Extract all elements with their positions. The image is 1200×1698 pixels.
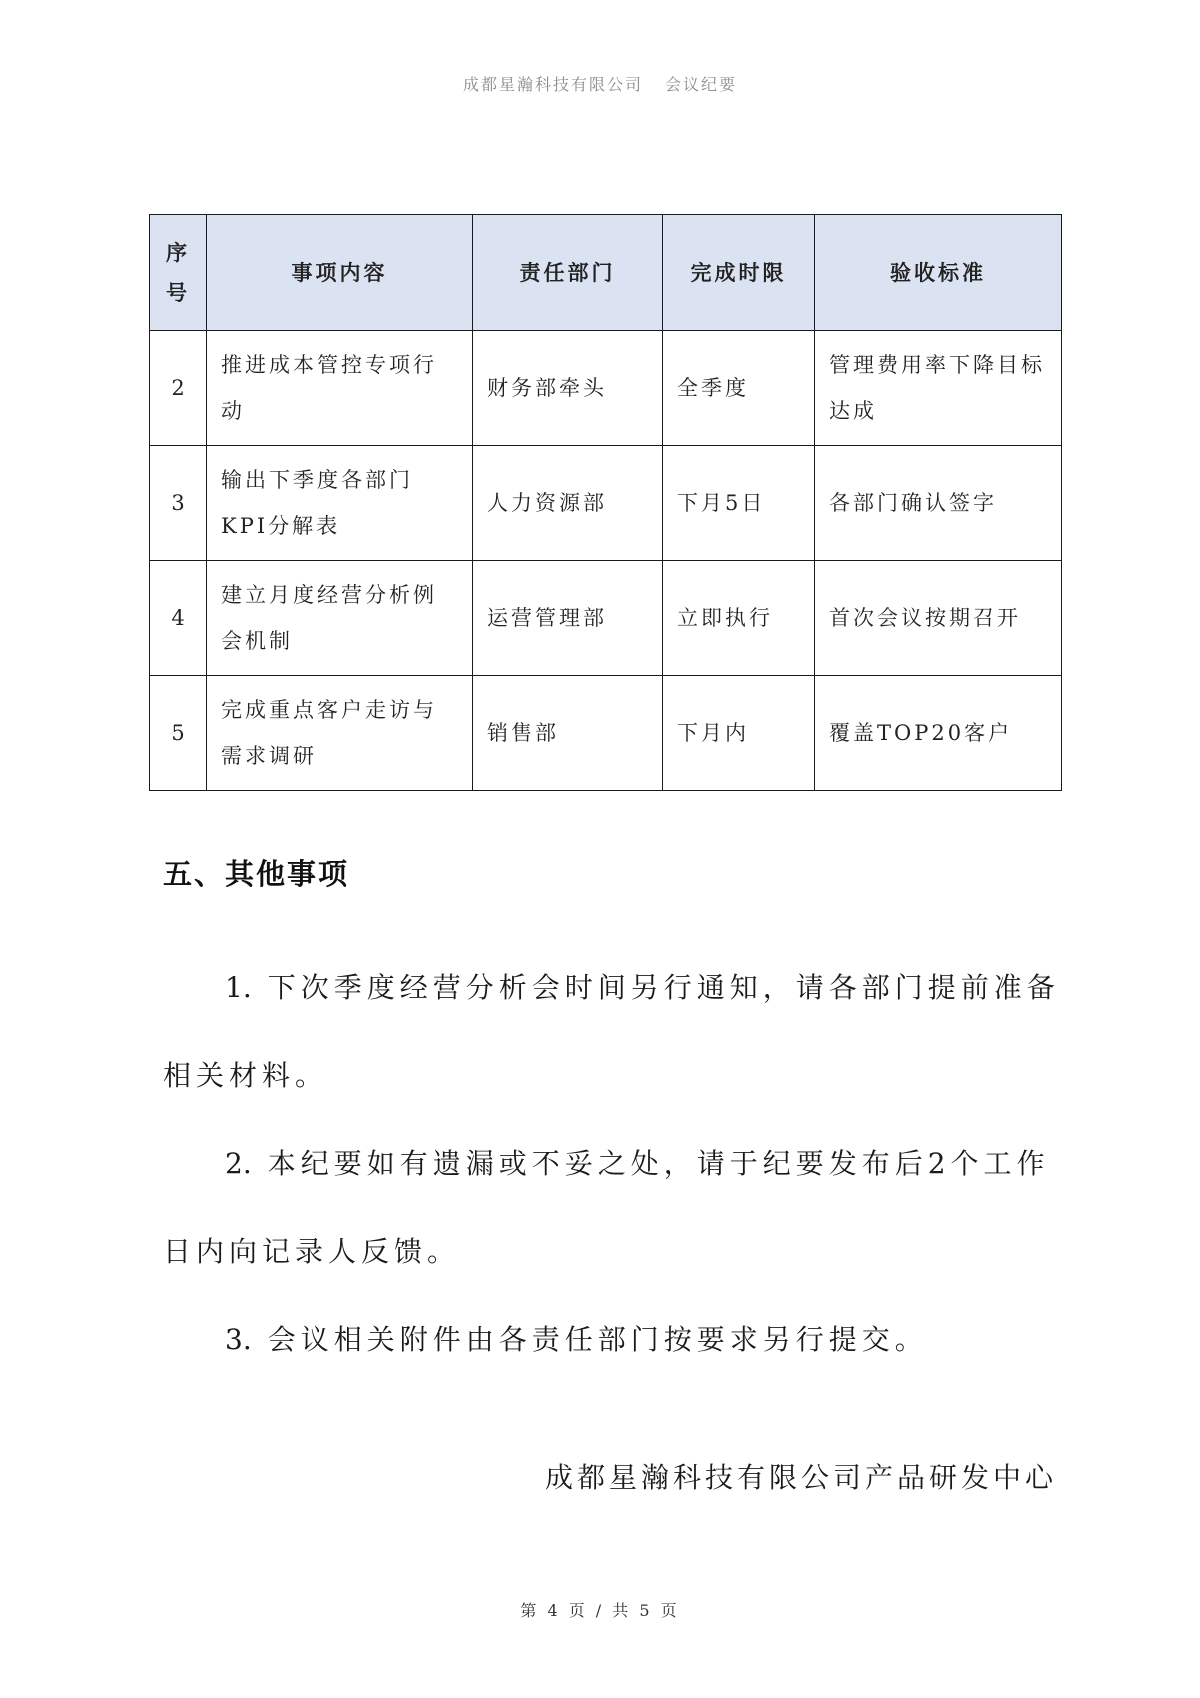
item-text: 下次季度经营分析会时间另行通知，请各部门提前准备相关材料。 bbox=[163, 971, 1060, 1092]
cell-deadline: 下月内 bbox=[663, 676, 815, 791]
signature: 成都星瀚科技有限公司产品研发中心 bbox=[544, 1461, 1057, 1494]
cell-no: 5 bbox=[150, 676, 207, 791]
cell-dept: 人力资源部 bbox=[473, 446, 663, 561]
cell-no: 3 bbox=[150, 446, 207, 561]
header-cell-no: 序号 bbox=[150, 215, 207, 331]
header-doc-type: 会议纪要 bbox=[665, 75, 738, 94]
cell-no: 4 bbox=[150, 561, 207, 676]
table-row bbox=[150, 446, 1062, 561]
cell-deadline: 下月5日 bbox=[663, 446, 815, 561]
cell-deadline: 立即执行 bbox=[663, 561, 815, 676]
page-number: 第 4 页 / 共 5 页 bbox=[520, 1601, 680, 1620]
item-number: 1. bbox=[225, 971, 252, 1004]
page-header bbox=[0, 72, 1200, 95]
cell-dept: 销售部 bbox=[473, 676, 663, 791]
cell-standard: 首次会议按期召开 bbox=[815, 561, 1062, 676]
cell-content: 输出下季度各部门KPI分解表 bbox=[207, 446, 473, 561]
list-item bbox=[163, 944, 1060, 1120]
cell-content: 完成重点客户走访与需求调研 bbox=[207, 676, 473, 791]
header-cell-content: 事项内容 bbox=[207, 215, 473, 331]
item-number: 3. bbox=[225, 1323, 252, 1356]
header-cell-standard: 验收标准 bbox=[815, 215, 1062, 331]
table-header-row bbox=[150, 215, 1062, 331]
cell-standard: 各部门确认签字 bbox=[815, 446, 1062, 561]
section-body bbox=[163, 944, 1060, 1384]
list-item bbox=[163, 1120, 1060, 1296]
item-number: 2. bbox=[225, 1147, 252, 1180]
cell-content: 建立月度经营分析例会机制 bbox=[207, 561, 473, 676]
cell-standard: 管理费用率下降目标达成 bbox=[815, 331, 1062, 446]
cell-standard: 覆盖TOP20客户 bbox=[815, 676, 1062, 791]
section-title: 五、其他事项 bbox=[163, 857, 350, 891]
table-row bbox=[150, 676, 1062, 791]
list-item bbox=[163, 1296, 1060, 1384]
cell-deadline: 全季度 bbox=[663, 331, 815, 446]
table-row bbox=[150, 331, 1062, 446]
item-text: 会议相关附件由各责任部门按要求另行提交。 bbox=[267, 1323, 928, 1356]
cell-content: 推进成本管控专项行动 bbox=[207, 331, 473, 446]
table-row bbox=[150, 561, 1062, 676]
header-cell-dept: 责任部门 bbox=[473, 215, 663, 331]
header-company: 成都星瀚科技有限公司 bbox=[462, 75, 643, 94]
task-table bbox=[149, 214, 1062, 791]
cell-dept: 财务部牵头 bbox=[473, 331, 663, 446]
cell-dept: 运营管理部 bbox=[473, 561, 663, 676]
header-cell-deadline: 完成时限 bbox=[663, 215, 815, 331]
item-text: 本纪要如有遗漏或不妥之处，请于纪要发布后2个工作日内向记录人反馈。 bbox=[163, 1147, 1050, 1268]
cell-no: 2 bbox=[150, 331, 207, 446]
